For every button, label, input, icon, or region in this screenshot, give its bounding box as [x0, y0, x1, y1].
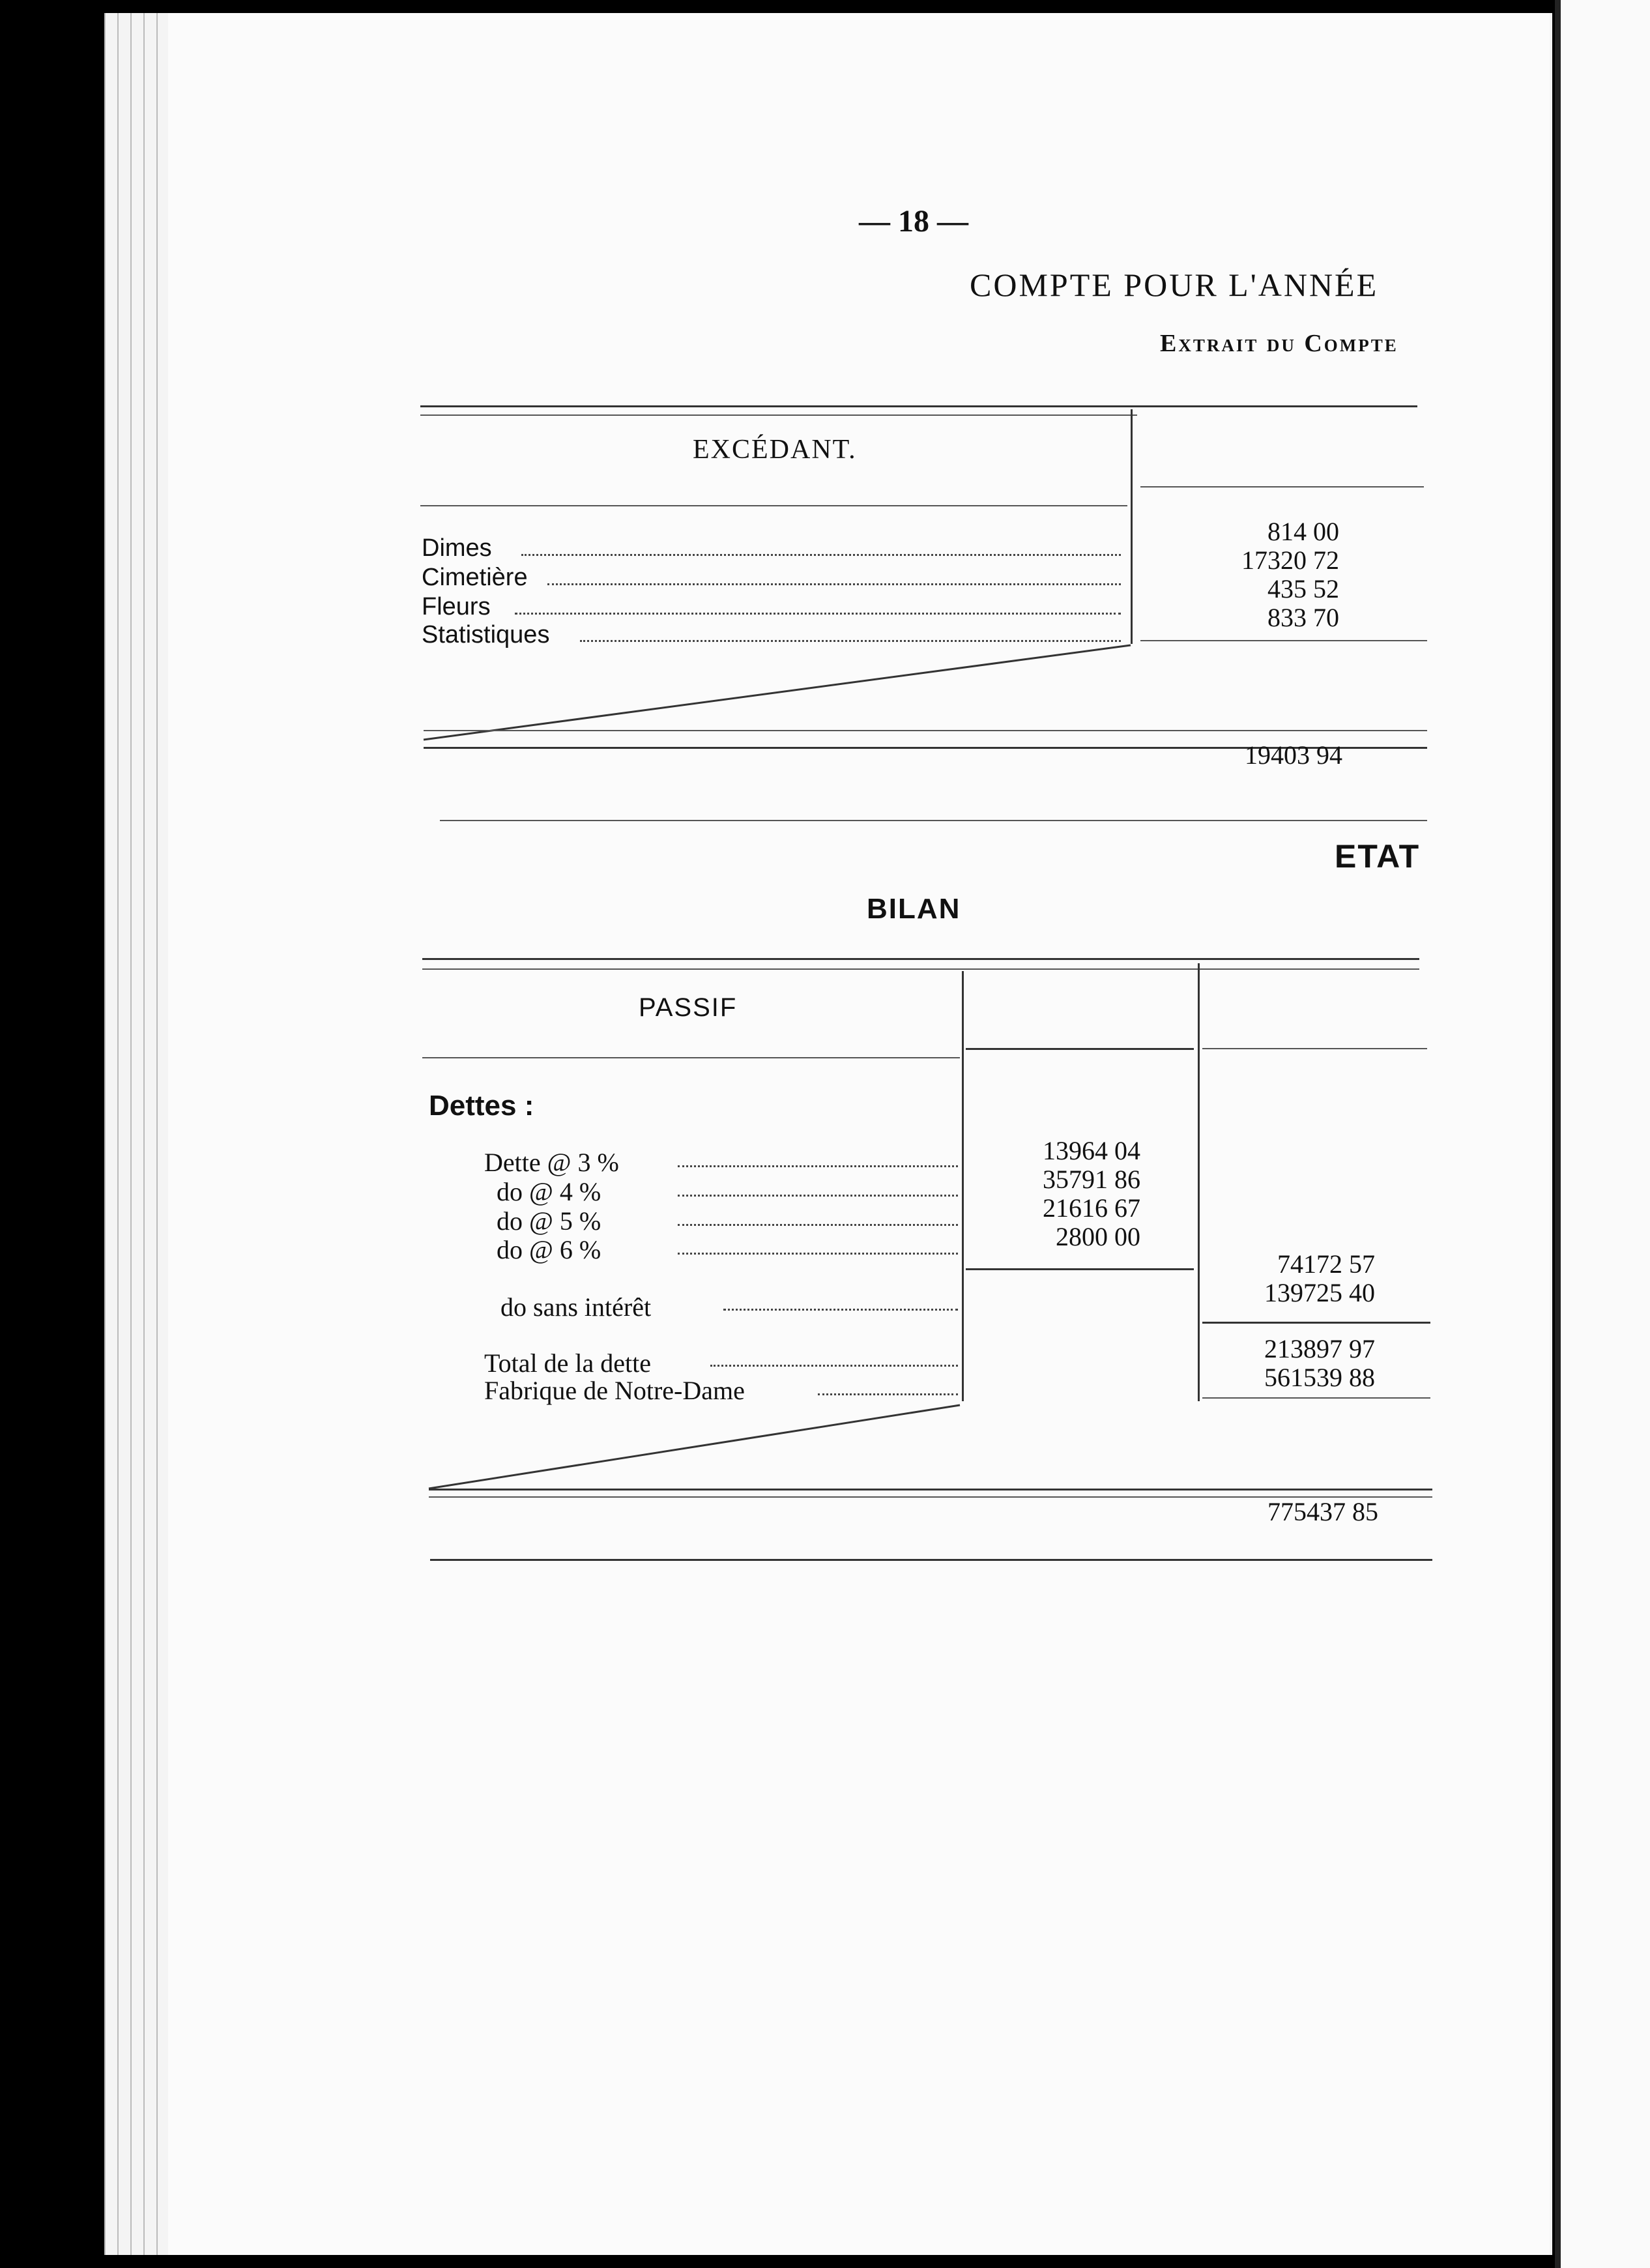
total-dette-value: 213897 97 — [1264, 1334, 1375, 1363]
excedant-value-dimes: 814 00 — [1267, 517, 1339, 546]
dettes-label: Dettes : — [429, 1090, 534, 1122]
excedant-top-rule-2 — [420, 414, 1137, 416]
sans-interet-value: 139725 40 — [1264, 1278, 1375, 1307]
bilan-column-divider-1 — [962, 971, 964, 1401]
passif-col1-header-rule — [966, 1048, 1194, 1050]
leader-dots — [818, 1393, 958, 1395]
page-title: COMPTE POUR L'ANNÉE — [970, 267, 1379, 303]
excedant-top-rule — [420, 405, 1417, 407]
excedant-column-divider — [1131, 409, 1133, 644]
debt-value-6: 2800 00 — [1056, 1222, 1140, 1251]
bilan-sum-rule — [1202, 1397, 1430, 1399]
fabrique-value: 561539 88 — [1264, 1363, 1375, 1392]
debt-label-5: do @ 5 % — [497, 1206, 601, 1236]
bilan-bottom-rule — [430, 1559, 1432, 1561]
excedant-total: 19403 94 — [1245, 740, 1342, 770]
excedant-label-cimetiere: Cimetière — [422, 564, 528, 591]
passif-col2-header-rule — [1202, 1048, 1427, 1049]
excedant-heading: EXCÉDANT. — [693, 435, 857, 465]
leader-dots — [723, 1309, 958, 1311]
passif-heading: PASSIF — [639, 993, 738, 1022]
leader-dots — [521, 554, 1121, 556]
excedant-header-rule-right — [1140, 486, 1424, 487]
bilan-total-rule-top — [429, 1489, 1432, 1490]
excedant-value-statistiques: 833 70 — [1267, 603, 1339, 632]
leader-dots — [678, 1195, 958, 1197]
debt-label-6: do @ 6 % — [497, 1235, 601, 1264]
bilan-closing-slant — [429, 1403, 963, 1494]
bilan-top-rule-2 — [422, 968, 1419, 970]
excedant-value-fleurs: 435 52 — [1267, 574, 1339, 603]
excedant-total-rule-top — [424, 730, 1427, 731]
page-number: — 18 — — [859, 204, 968, 239]
bilan-top-rule — [422, 958, 1419, 960]
excedant-bottom-rule — [440, 820, 1427, 821]
total-dette-label: Total de la dette — [484, 1348, 651, 1378]
excedant-label-fleurs: Fleurs — [422, 593, 491, 620]
leader-dots — [515, 613, 1121, 615]
excedant-label-statistiques: Statistiques — [422, 621, 550, 648]
facing-page-edge — [1561, 0, 1650, 2268]
etat-heading: ETAT — [1335, 838, 1421, 875]
debt-label-3: Dette @ 3 % — [484, 1148, 619, 1177]
leader-dots — [710, 1365, 958, 1367]
debts-subtotal-rule — [966, 1268, 1194, 1270]
excedant-label-dimes: Dimes — [422, 534, 492, 562]
passif-header-rule — [422, 1057, 960, 1058]
page-subtitle: Extrait du Compte — [1160, 330, 1398, 357]
bilan-column-divider-2 — [1198, 963, 1200, 1401]
debt-value-4: 35791 86 — [1043, 1165, 1140, 1194]
debt-value-5: 21616 67 — [1043, 1193, 1140, 1223]
fabrique-label: Fabrique de Notre-Dame — [484, 1376, 745, 1405]
excedant-value-cimetiere: 17320 72 — [1241, 545, 1339, 575]
leader-dots — [547, 583, 1121, 585]
bilan-title: BILAN — [867, 893, 961, 925]
total-dette-rule — [1202, 1322, 1430, 1324]
leader-dots — [678, 1224, 958, 1226]
sans-interet-label: do sans intérêt — [500, 1292, 652, 1322]
excedant-sum-rule — [1140, 640, 1427, 641]
debt-value-3: 13964 04 — [1043, 1136, 1140, 1165]
excedant-header-rule-left — [420, 505, 1127, 506]
debts-subtotal: 74172 57 — [1277, 1249, 1375, 1279]
leader-dots — [678, 1253, 958, 1255]
leader-dots — [678, 1165, 958, 1167]
debt-label-4: do @ 4 % — [497, 1177, 601, 1206]
bilan-grand-total: 775437 85 — [1267, 1497, 1378, 1526]
